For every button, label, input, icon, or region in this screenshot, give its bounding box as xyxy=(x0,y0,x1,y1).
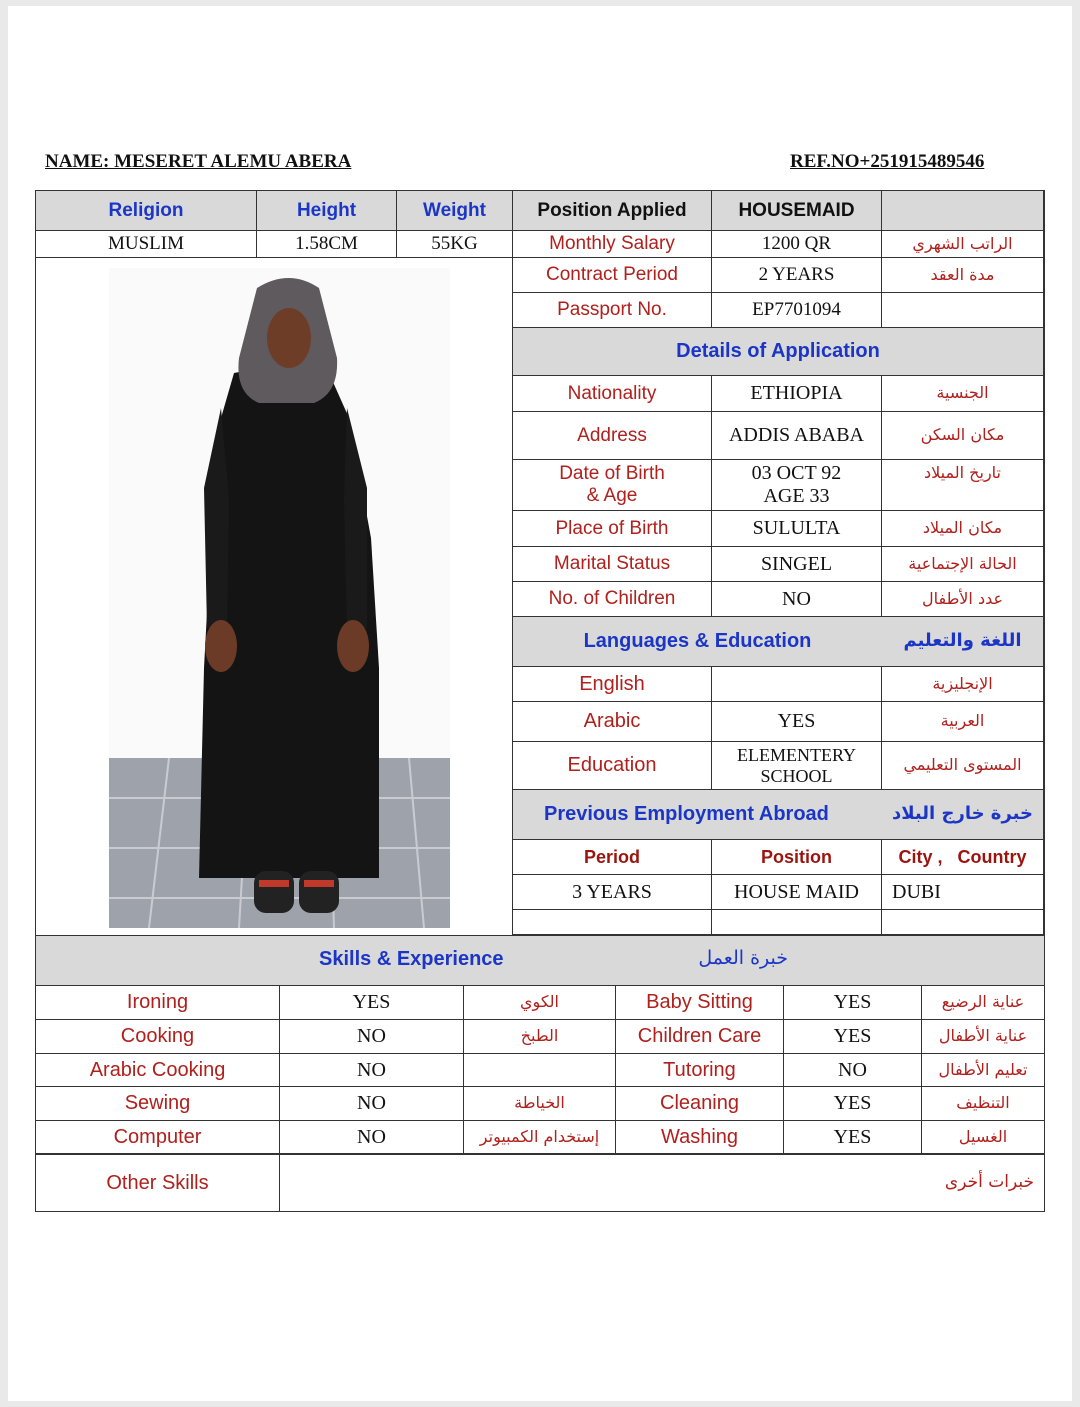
contract-period-value: 2 YEARS xyxy=(712,258,882,293)
nationality-ar: الجنسية xyxy=(882,376,1044,412)
nationality-label: Nationality xyxy=(513,376,712,412)
children-label: No. of Children xyxy=(513,582,712,617)
left-skill-ar: إستخدام الكمبيوتر xyxy=(464,1121,616,1155)
right-skill-ar: تعليم الأطفال xyxy=(922,1054,1044,1087)
position-applied-value: HOUSEMAID xyxy=(712,191,882,231)
dob-label-line1: Date of Birth xyxy=(559,463,665,485)
education-value-line1: ELEMENTERY xyxy=(737,744,856,765)
children-ar: عدد الأطفال xyxy=(882,582,1044,617)
left-skill-value: NO xyxy=(280,1087,464,1121)
contract-period-label: Contract Period xyxy=(513,258,712,293)
details-of-application-header: Details of Application xyxy=(513,328,1044,376)
passport-value: EP7701094 xyxy=(712,293,882,328)
left-skill-label: Arabic Cooking xyxy=(36,1054,280,1087)
monthly-salary-label: Monthly Salary xyxy=(513,231,712,258)
employment-period-header: Period xyxy=(513,840,712,875)
employment-city-header: City , Country xyxy=(882,840,1044,875)
place-of-birth-label: Place of Birth xyxy=(513,511,712,547)
left-skill-ar xyxy=(464,1054,616,1087)
dob-label xyxy=(513,460,712,511)
other-skills-ar: خبرات أخرى xyxy=(944,1172,1034,1192)
left-skill-label: Ironing xyxy=(36,986,280,1020)
employment-period-value: 3 YEARS xyxy=(513,875,712,910)
skills-experience-header-ar: خبرة العمل xyxy=(698,947,788,969)
left-skill-value: NO xyxy=(280,1020,464,1054)
employment-position-header: Position xyxy=(712,840,882,875)
right-skill-label: Cleaning xyxy=(616,1087,784,1121)
employment-position-value: HOUSE MAID xyxy=(712,875,882,910)
marital-status-value: SINGEL xyxy=(712,547,882,582)
arabic-ar: العربية xyxy=(882,702,1044,742)
education-value-line2: SCHOOL xyxy=(760,765,833,786)
previous-employment-header-ar: خبرة خارج البلاد xyxy=(882,790,1044,840)
applicant-photo xyxy=(109,268,450,928)
applicant-name: NAME: MESERET ALEMU ABERA xyxy=(45,151,352,172)
position-applied-label: Position Applied xyxy=(513,191,712,231)
weight-label: Weight xyxy=(397,191,513,231)
left-skill-value: YES xyxy=(280,986,464,1020)
monthly-salary-value: 1200 QR xyxy=(712,231,882,258)
left-skill-label: Computer xyxy=(36,1121,280,1155)
left-skill-label: Cooking xyxy=(36,1020,280,1054)
education-label: Education xyxy=(513,742,712,790)
position-applied-ar xyxy=(882,191,1044,231)
right-skill-ar: عناية الرضيع xyxy=(922,986,1044,1020)
address-ar: مكان السكن xyxy=(882,412,1044,460)
right-skill-ar: الغسيل xyxy=(922,1121,1044,1155)
dob-label-line2: & Age xyxy=(586,485,638,506)
dob-ar: تاريخ الميلاد xyxy=(882,460,1044,511)
employment-empty-3 xyxy=(882,910,1044,935)
left-skill-label: Sewing xyxy=(36,1087,280,1121)
monthly-salary-ar: الراتب الشهري xyxy=(882,231,1044,258)
arabic-value: YES xyxy=(712,702,882,742)
height-value: 1.58CM xyxy=(257,231,397,258)
skills-experience-header: Skills & Experience xyxy=(319,948,504,970)
cv-page xyxy=(8,6,1072,1401)
previous-employment-header: Previous Employment Abroad xyxy=(513,790,882,840)
contract-period-ar: مدة العقد xyxy=(882,258,1044,293)
passport-ar xyxy=(882,293,1044,328)
address-label: Address xyxy=(513,412,712,460)
left-skill-ar: الكوي xyxy=(464,986,616,1020)
religion-value: MUSLIM xyxy=(36,231,257,258)
english-ar: الإنجليزية xyxy=(882,667,1044,702)
nationality-value: ETHIOPIA xyxy=(712,376,882,412)
dob-value-date: 03 OCT 92 xyxy=(751,462,842,484)
left-skill-value: NO xyxy=(280,1121,464,1155)
english-label: English xyxy=(513,667,712,702)
arabic-label: Arabic xyxy=(513,702,712,742)
right-skill-value: YES xyxy=(784,1121,922,1155)
religion-label: Religion xyxy=(36,191,257,231)
place-of-birth-ar: مكان الميلاد xyxy=(882,511,1044,547)
marital-status-ar: الحالة الإجتماعية xyxy=(882,547,1044,582)
right-skill-label: Children Care xyxy=(616,1020,784,1054)
right-skill-label: Washing xyxy=(616,1121,784,1155)
education-value xyxy=(712,742,882,790)
education-ar: المستوى التعليمي xyxy=(882,742,1044,790)
right-skill-value: NO xyxy=(784,1054,922,1087)
employment-city-value: DUBI xyxy=(882,875,1044,910)
other-skills-label: Other Skills xyxy=(36,1155,280,1212)
marital-status-label: Marital Status xyxy=(513,547,712,582)
address-value: ADDIS ABABA xyxy=(712,412,882,460)
skills-header-bar xyxy=(36,935,1044,986)
right-skill-ar: عناية الأطفال xyxy=(922,1020,1044,1054)
right-skill-ar: التنظيف xyxy=(922,1087,1044,1121)
english-value xyxy=(712,667,882,702)
left-skill-value: NO xyxy=(280,1054,464,1087)
right-skill-value: YES xyxy=(784,1020,922,1054)
height-label: Height xyxy=(257,191,397,231)
employment-empty-2 xyxy=(712,910,882,935)
dob-value xyxy=(712,460,882,511)
dob-value-age: AGE 33 xyxy=(763,485,830,507)
right-skill-label: Baby Sitting xyxy=(616,986,784,1020)
languages-education-header-ar: اللغة والتعليم xyxy=(882,617,1044,667)
left-skill-ar: الخياطة xyxy=(464,1087,616,1121)
place-of-birth-value: SULULTA xyxy=(712,511,882,547)
right-skill-value: YES xyxy=(784,1087,922,1121)
passport-label: Passport No. xyxy=(513,293,712,328)
weight-value: 55KG xyxy=(397,231,513,258)
languages-education-header: Languages & Education xyxy=(513,617,882,667)
right-skill-value: YES xyxy=(784,986,922,1020)
left-skill-ar: الطبخ xyxy=(464,1020,616,1054)
reference-number: REF.NO+251915489546 xyxy=(790,151,985,172)
employment-empty-1 xyxy=(513,910,712,935)
children-value: NO xyxy=(712,582,882,617)
right-skill-label: Tutoring xyxy=(616,1054,784,1087)
